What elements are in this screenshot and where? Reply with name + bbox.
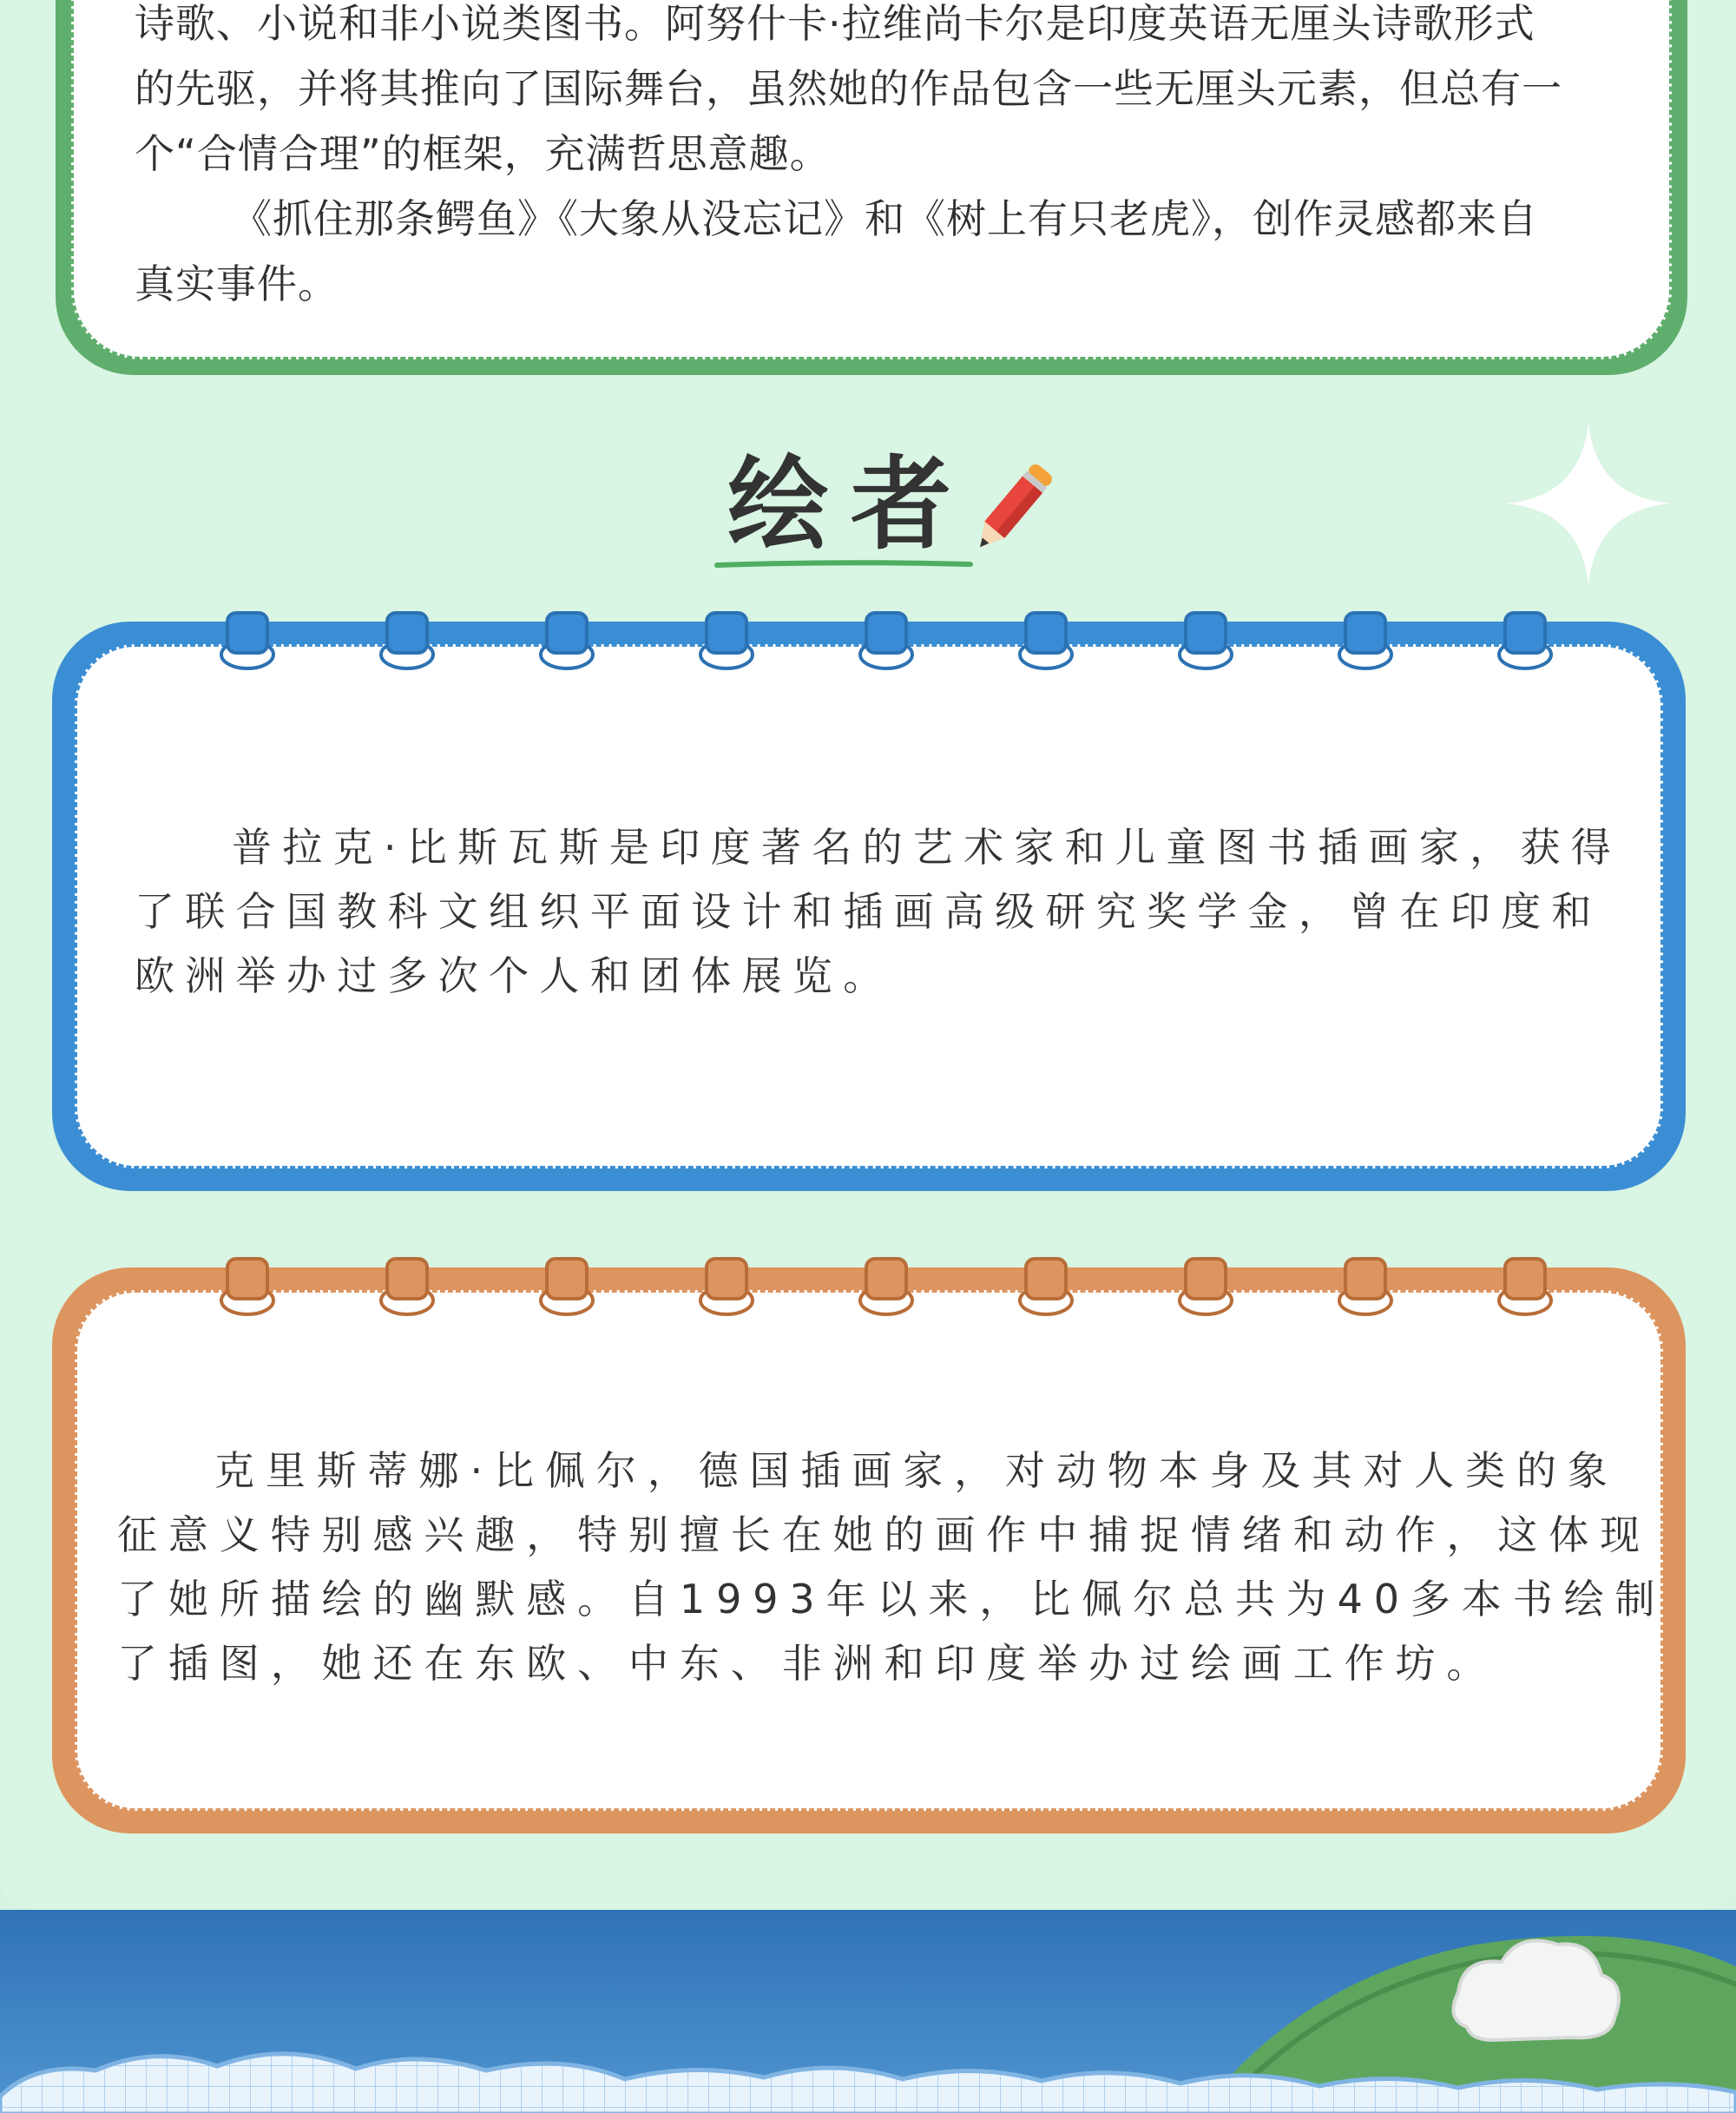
illustrator-bio-line: 了联合国教科文组织平面设计和插画高级研究奖学金，曾在印度和 <box>135 888 1602 935</box>
section-title: 绘者 <box>727 446 974 563</box>
illustrator-bio-2 <box>117 1438 1666 1695</box>
illustrator-card-blue-inner <box>75 644 1663 1168</box>
illustrator-bio-line: 欧洲举办过多次个人和团体展览。 <box>135 952 894 999</box>
author-intro-line: 真实事件。 <box>135 260 339 307</box>
binder-rings-orange <box>0 1254 1736 1332</box>
illustrator-bio-1 <box>135 815 1621 1008</box>
illustrator-card-blue <box>52 622 1686 1191</box>
author-intro-line: 《抓住那条鳄鱼》《大象从没忘记》和《树上有只老虎》，创作灵感都来自 <box>232 195 1538 242</box>
pencil-icon <box>965 451 1061 564</box>
illustrator-bio-line: 了插图，她还在东欧、中东、非洲和印度举办过绘画工作坊。 <box>117 1640 1498 1687</box>
binder-ring-icon <box>221 613 1551 668</box>
title-underline <box>713 559 974 569</box>
author-intro-line: 诗歌、小说和非小说类图书。阿努什卡·拉维尚卡尔是印度英语无厘头诗歌形式 <box>135 0 1535 47</box>
illustrator-bio-line: 了她所描绘的幽默感。自1993年以来，比佩尔总共为40多本书绘制 <box>117 1576 1667 1623</box>
cloud-icon <box>1441 1923 1632 2053</box>
author-intro-line: 个“合情合理”的框架，充满哲思意趣。 <box>135 130 831 177</box>
author-intro-line: 的先驱，并将其推向了国际舞台，虽然她的作品包含一些无厘头元素，但总有一 <box>135 65 1562 112</box>
binder-rings-blue <box>0 608 1736 686</box>
illustrator-card-orange <box>52 1267 1686 1833</box>
illustrator-bio-line: 克里斯蒂娜·比佩尔，德国插画家，对动物本身及其对人类的象 <box>214 1447 1619 1494</box>
illustrator-bio-line: 普拉克·比斯瓦斯是印度著名的艺术家和儿童图书插画家，获得 <box>232 824 1622 871</box>
author-intro-card-inner <box>71 0 1672 359</box>
illustrator-bio-line: 征意义特别感兴趣，特别擅长在她的画作中捕捉情绪和动作，这体现 <box>117 1511 1651 1558</box>
author-intro-card <box>56 0 1687 375</box>
sparkle-icon <box>1502 417 1675 590</box>
grid-cloud-border <box>0 2044 1736 2113</box>
binder-ring-icon <box>221 1259 1551 1314</box>
illustrator-card-orange-inner <box>75 1290 1667 1811</box>
